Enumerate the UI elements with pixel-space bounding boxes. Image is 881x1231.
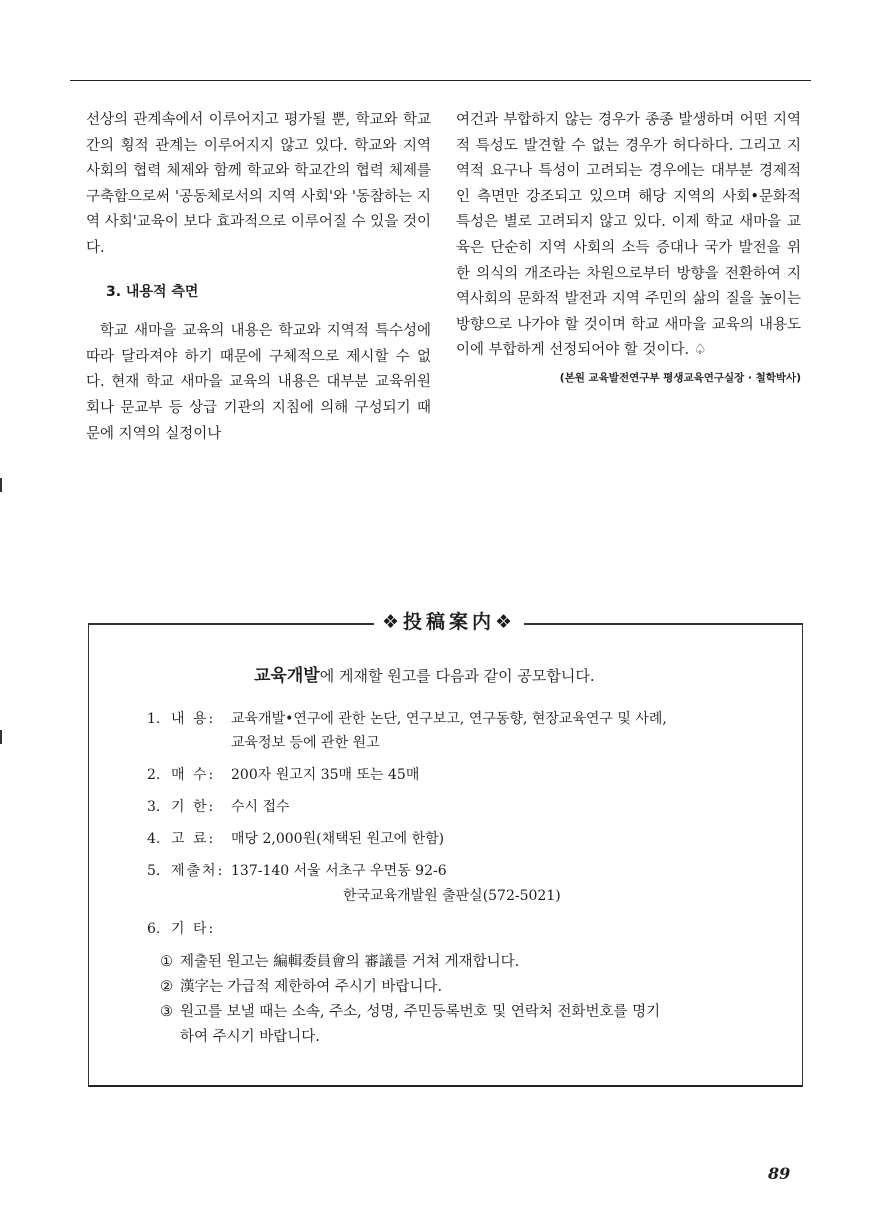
scan-margin-mark [0,478,2,492]
author-byline: (본원 교육발전연구부 평생교육연구실장 · 철학박사) [559,371,801,384]
item-number: 2. [147,767,161,783]
notice-items [147,707,767,941]
article-paragraph: 선상의 관계속에서 이루어지고 평가될 뿐, 학교와 학교간의 횡적 관계는 이루어지지 않고 있다. 학교와 지역 사회의 협력 체제와 함께 학교와 학교간의 협력 체제를 구축함으로써 '공동체로서의 지역 사회'와 '동참하는 지역 사회'교육이 보다 효과적으로 이루어질 수 있을 것이다. [86,112,431,256]
article-right-column [456,108,801,392]
note-text: 漢字는 가급적 제한하여 주시기 바랍니다. [180,979,443,995]
header-rule [70,80,811,81]
notice-title: ❖投稿案内❖ [381,611,517,633]
note-item [160,975,780,1000]
item-value-continued: 교육정보 등에 관한 원고 [231,735,380,751]
item-value [231,917,767,941]
item-label: 고 료: [171,831,216,847]
item-label: 매 수: [171,767,216,783]
note-text-continued: 하여 주시기 바랍니다. [180,1029,320,1045]
item-number: 4. [147,831,161,847]
article-paragraph: 여건과 부합하지 않는 경우가 종종 발생하며 어떤 지역적 특성도 발견할 수 없는 경우가 허다하다. 그리고 지역적 요구나 특성이 고려되는 경우에는 대부분 경제적인 측면만 강조되고 있으며 해당 지역의 사회•문화적 특성은 별로 고려되지 않고 있다. 이제 학교 새마을 교육은 단순히 지역 사회의 소득 증대나 국가 발전을 위한 의식의 개조라는 차원으로부터 방향을 전환하여 지역사회의 문화적 발전과 지역 주민의 삶의 질을 높이는 방향으로 나가야 할 것이며 학교 새마을 교육의 내용도 이에 부합하게 선정되어야 할 것이다. ♤ [456,112,801,359]
list-item [147,795,767,819]
list-item [147,917,767,941]
list-item [147,859,767,883]
journal-name: 교육개발 [254,666,320,686]
note-item [160,1000,780,1025]
item-number: 5. [147,863,161,879]
scan-margin-mark [0,730,2,744]
item-value: 매당 2,000원(채택된 원고에 한함) [231,831,445,847]
item-label: 내 용: [171,711,216,727]
list-item [147,707,767,731]
note-item [160,950,780,975]
note-marker: ② [160,979,173,995]
page-number: 89 [768,1164,791,1183]
notice-top-border [88,623,374,625]
list-item [147,827,767,851]
notice-notes [160,950,780,1050]
notice-top-border [524,623,803,625]
item-number: 6. [147,921,161,937]
article-left-column [86,108,431,447]
item-value: 200자 원고지 35매 또는 45매 [231,767,420,783]
item-value: 137-140 서울 서초구 우면동 92-6 [231,863,447,879]
item-value: 수시 접수 [231,799,290,815]
note-marker: ① [160,954,173,970]
item-value-continued: 한국교육개발원 출판실(572-5021) [343,888,561,904]
item-value: 교육개발•연구에 관한 논단, 연구보고, 연구동향, 현장교육연구 및 사례, [231,711,667,727]
item-number: 1. [147,711,161,727]
item-number: 3. [147,799,161,815]
item-label: 기 타: [171,921,216,937]
notice-intro [254,662,595,690]
item-label: 기 한: [171,799,216,815]
article-paragraph: 학교 새마을 교육의 내용은 학교와 지역적 특수성에 따라 달라져야 하기 때문에 구체적으로 제시할 수 없다. 현재 학교 새마을 교육의 내용은 대부분 교육위원회나 문교부 등 상급 기관의 지침에 의해 구성되기 때문에 지역의 실정이나 [86,323,431,442]
note-text: 제출된 원고는 編輯委員會의 審議를 거쳐 게재합니다. [180,954,520,970]
item-label: 제출처: [171,863,225,879]
section-subheading: 3. 내용적 측면 [106,283,199,300]
list-item [147,763,767,787]
note-text: 원고를 보낼 때는 소속, 주소, 성명, 주민등록번호 및 연락처 전화번호를 명기 [180,1004,661,1020]
note-marker: ③ [160,1004,173,1020]
intro-text: 에 게재할 원고를 다음과 같이 공모합니다. [319,667,595,685]
end-mark: ♤ [693,342,707,359]
